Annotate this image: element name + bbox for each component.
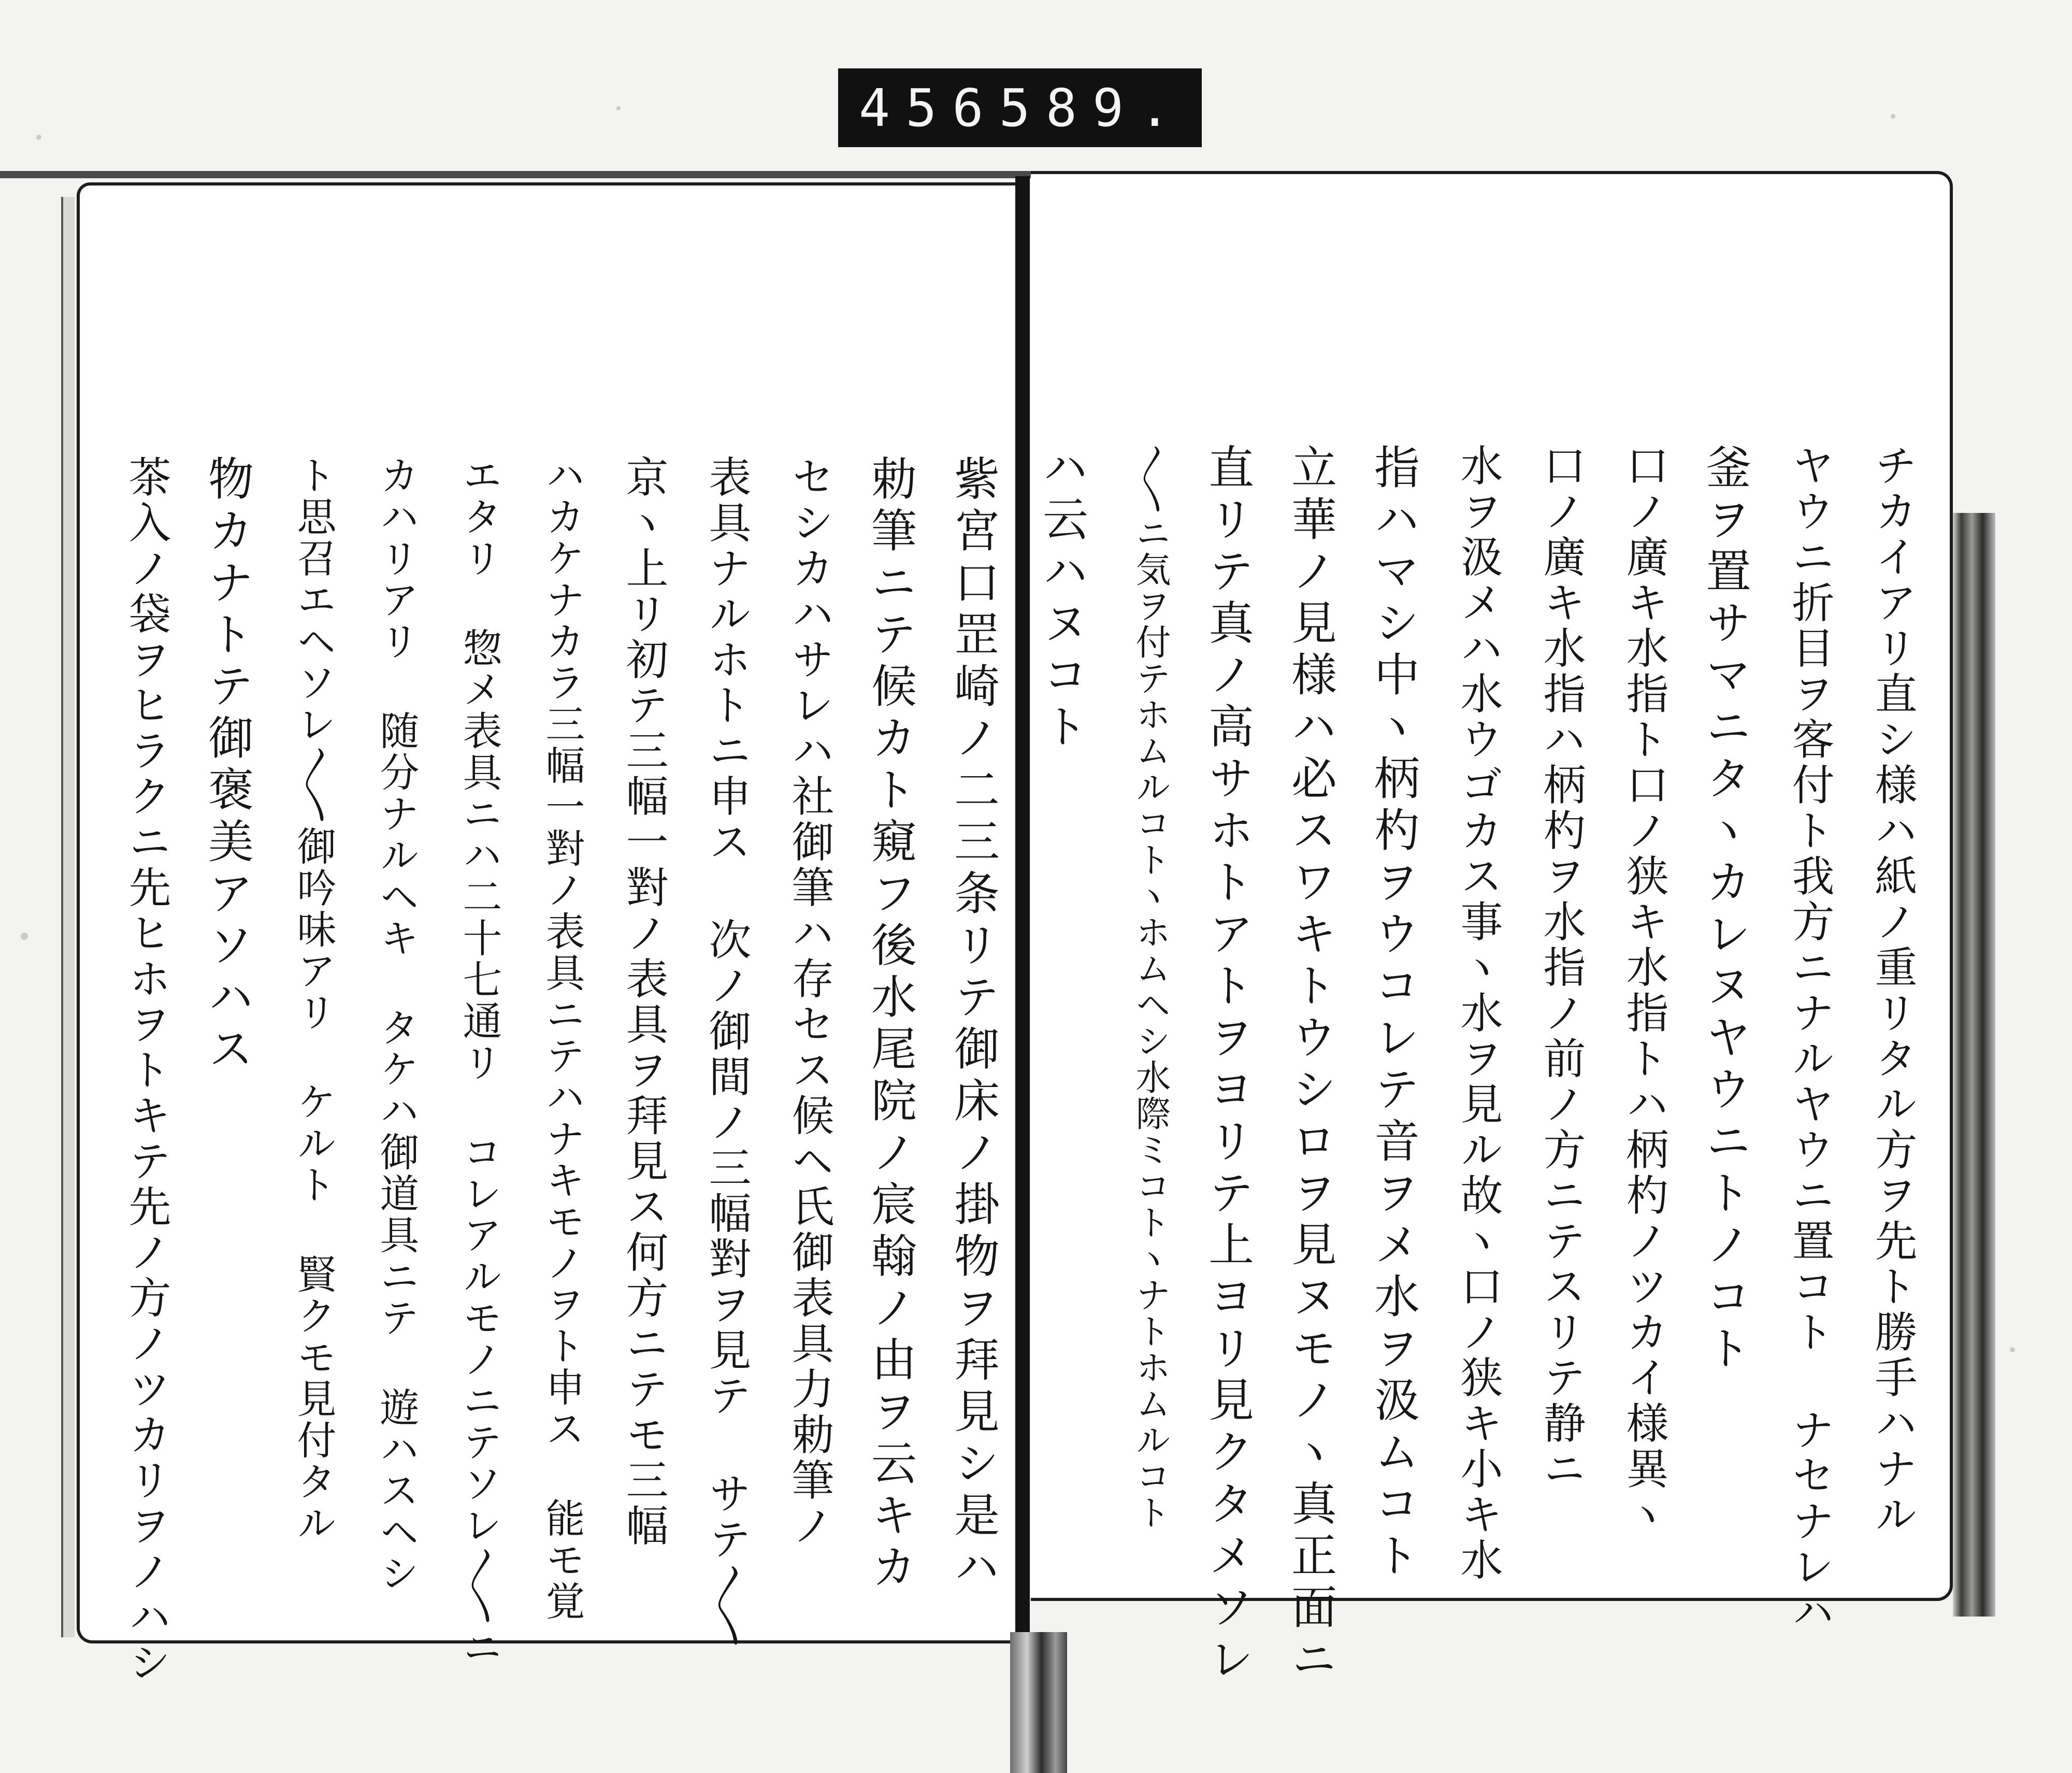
right-page-column-6: 水ヲ汲メハ水ウゴカス事ヽ水ヲ見ル故ヽ口ノ狭キ小キ水 bbox=[1454, 444, 1503, 1583]
right-page-column-11: ハ云ハヌコト bbox=[1035, 444, 1089, 754]
film-frame-number: 589. bbox=[999, 77, 1186, 138]
scan-speckle bbox=[21, 933, 28, 940]
left-page-column-1: 紫宮口罡崎ノ二三条リテ御床ノ掛物ヲ拜見シ是ハ bbox=[947, 455, 1000, 1595]
binding-tab bbox=[1010, 1632, 1067, 1773]
right-page-edge bbox=[1953, 513, 1995, 1617]
right-page-column-10: 〳〵ニ気ヲ付テホムルコトヽホムヘシ水際ミコトヽナトホムルコト bbox=[1130, 444, 1171, 1531]
scan-speckle bbox=[2010, 1347, 2015, 1352]
right-page-column-8: 立華ノ見様ハ必スワキトウシロヲ見ヌモノヽ真正面ニ bbox=[1284, 444, 1337, 1687]
right-page-column-9: 直リテ真ノ高サホトアトヲヨリテ上ヨリ見クタメソレ bbox=[1201, 444, 1255, 1687]
film-reel-number: 456 bbox=[859, 77, 999, 138]
right-page-column-4: 口ノ廣キ水指ト口ノ狭キ水指トハ柄杓ノツカイ様異ヽ bbox=[1619, 444, 1668, 1538]
left-page bbox=[77, 182, 1025, 1686]
left-page-column-6: ハカケナカラ三幅一對ノ表具ニテハナキモノヲト申ス 能モ覚 bbox=[539, 455, 585, 1622]
left-page-column-10: 物カナトテ御褒美アソハス bbox=[201, 455, 254, 1077]
left-page-column-2: 勅筆ニテ候カト窺フ後水尾院ノ宸翰ノ由ヲ云キカ bbox=[864, 455, 917, 1595]
film-frame-label bbox=[838, 68, 1202, 147]
left-page-column-4: 表具ナルホトニ申ス 次ノ御間ノ三幅對ヲ見テ サテ〳〵 bbox=[702, 455, 751, 1651]
left-page-edge bbox=[61, 197, 75, 1637]
left-page-column-9: ト思召エヘソレ〳〵御吟味アリ ケルト 賢クモ見付タル bbox=[291, 455, 337, 1544]
left-page-column-8: カハリアリ 随分ナルヘキ タケハ御道具ニテ 遊ハスヘシ bbox=[373, 455, 420, 1594]
left-page-column-3: セシカハサレハ社御筆ハ存セス候ヘ氏御表具力勅筆ノ bbox=[785, 455, 834, 1549]
right-page-column-2: ヤウニ折目ヲ客付ト我方ニナルヤウニ置コト ナセナレハ bbox=[1785, 444, 1834, 1636]
left-page-column-5: 京ヽ上リ初テ三幅一對ノ表具ヲ拜見ス何方ニテモ三幅 bbox=[619, 455, 668, 1549]
book-gutter bbox=[1015, 176, 1030, 1773]
right-page-column-3: 釜ヲ置サマニタヽカレヌヤウニトノコト bbox=[1699, 444, 1752, 1376]
scan-speckle bbox=[1891, 114, 1895, 119]
right-page-column-5: 口ノ廣キ水指ハ柄杓ヲ水指ノ前ノ方ニテスリテ静ニ bbox=[1536, 444, 1586, 1492]
scan-speckle bbox=[36, 135, 41, 140]
scan-speckle bbox=[616, 106, 621, 110]
left-page-column-7: エタリ 惣メ表具ニハ二十七通リ コレアルモノニテソレ〳〵ニ bbox=[456, 455, 502, 1668]
right-page bbox=[1031, 171, 1953, 1687]
right-page-column-1: チカイアリ直シ様ハ紙ノ重リタル方ヲ先ト勝手ハナル bbox=[1868, 444, 1917, 1538]
left-page-column-11: 茶入ノ袋ヲヒラクニ先ヒホヲトキテ先ノ方ノツカリヲノハシ bbox=[122, 455, 171, 1686]
right-page-column-7: 指ハマシ中ヽ柄杓ヲウコレテ音ヲメ水ヲ汲ムコト bbox=[1367, 444, 1420, 1583]
